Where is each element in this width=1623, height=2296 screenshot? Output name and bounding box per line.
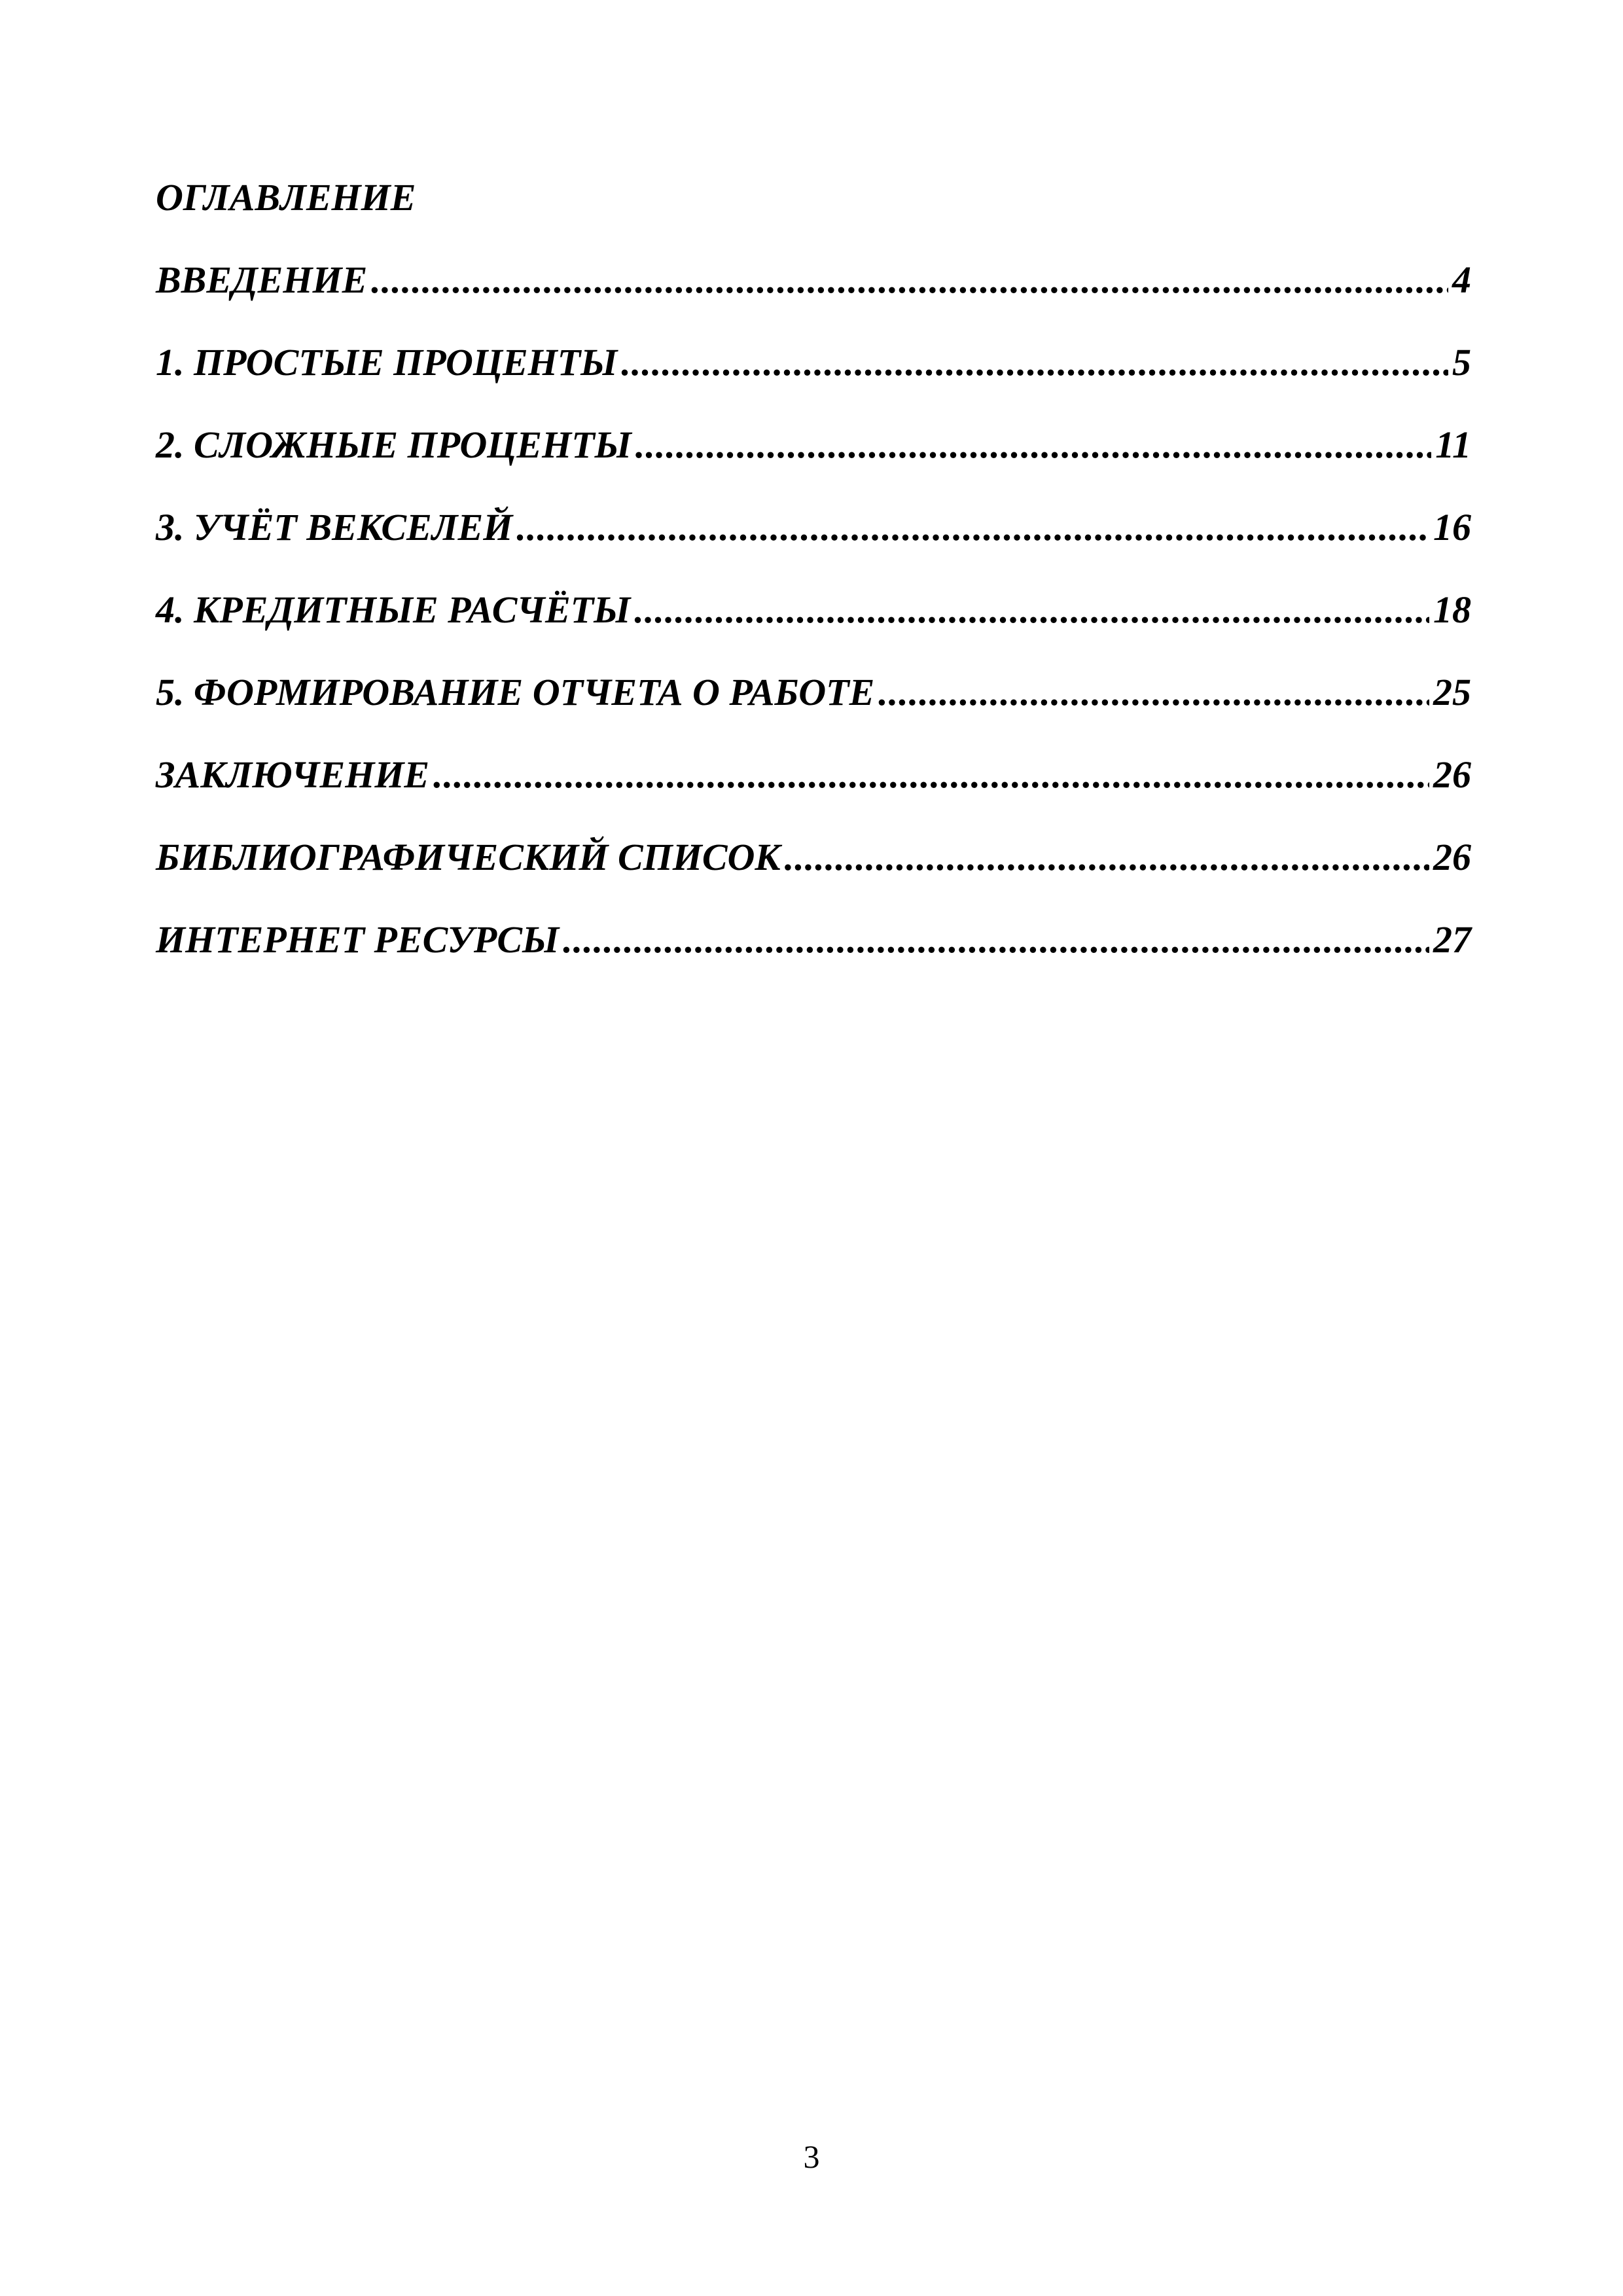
toc-entry-internet-resources[interactable] — [156, 914, 1471, 996]
toc-dot-leader — [785, 831, 1429, 884]
toc-entry-title: ВВЕДЕНИЕ — [156, 259, 368, 301]
toc-entry-credit-calculations[interactable] — [156, 584, 1471, 666]
toc-entry-title: БИБЛИОГРАФИЧЕСКИЙ СПИСОК — [156, 836, 781, 878]
toc-entry-page: 26 — [1433, 836, 1471, 878]
toc-dot-leader — [433, 749, 1429, 801]
toc-entry-compound-interest[interactable] — [156, 419, 1471, 501]
toc-entry-page: 11 — [1435, 423, 1471, 466]
toc-entry-title: 5. ФОРМИРОВАНИЕ ОТЧЕТА О РАБОТЕ — [156, 671, 875, 713]
toc-entry-title: 2. СЛОЖНЫЕ ПРОЦЕНТЫ — [156, 423, 632, 466]
toc-list — [156, 254, 1471, 996]
toc-entry-page: 4 — [1452, 259, 1471, 301]
toc-entry-page: 27 — [1433, 918, 1471, 961]
toc-entry-report-forming[interactable] — [156, 666, 1471, 749]
toc-dot-leader — [563, 914, 1429, 966]
toc-entry-title: ЗАКЛЮЧЕНИЕ — [156, 753, 430, 796]
toc-entry-title: 4. КРЕДИТНЫЕ РАСЧЁТЫ — [156, 588, 631, 631]
toc-dot-leader — [878, 666, 1429, 719]
toc-entry-page: 18 — [1433, 588, 1471, 631]
toc-entry-page: 16 — [1433, 506, 1471, 548]
page-number: 3 — [803, 2138, 820, 2175]
toc-dot-leader — [371, 254, 1448, 306]
toc-dot-leader — [634, 584, 1429, 636]
toc-entry-introduction[interactable] — [156, 254, 1471, 336]
toc-entry-conclusion[interactable] — [156, 749, 1471, 831]
toc-entry-bibliography[interactable] — [156, 831, 1471, 914]
toc-heading: ОГЛАВЛЕНИЕ — [156, 176, 416, 219]
toc-entry-page: 25 — [1433, 671, 1471, 713]
toc-dot-leader — [516, 501, 1429, 554]
toc-entry-bill-discounting[interactable] — [156, 501, 1471, 584]
toc-entry-page: 5 — [1452, 341, 1471, 384]
toc-entry-title: ИНТЕРНЕТ РЕСУРСЫ — [156, 918, 560, 961]
toc-entry-page: 26 — [1433, 753, 1471, 796]
toc-dot-leader — [635, 419, 1431, 471]
toc-entry-title: 3. УЧЁТ ВЕКСЕЛЕЙ — [156, 506, 513, 548]
toc-dot-leader — [621, 336, 1448, 389]
toc-entry-simple-interest[interactable] — [156, 336, 1471, 419]
toc-entry-title: 1. ПРОСТЫЕ ПРОЦЕНТЫ — [156, 341, 618, 384]
